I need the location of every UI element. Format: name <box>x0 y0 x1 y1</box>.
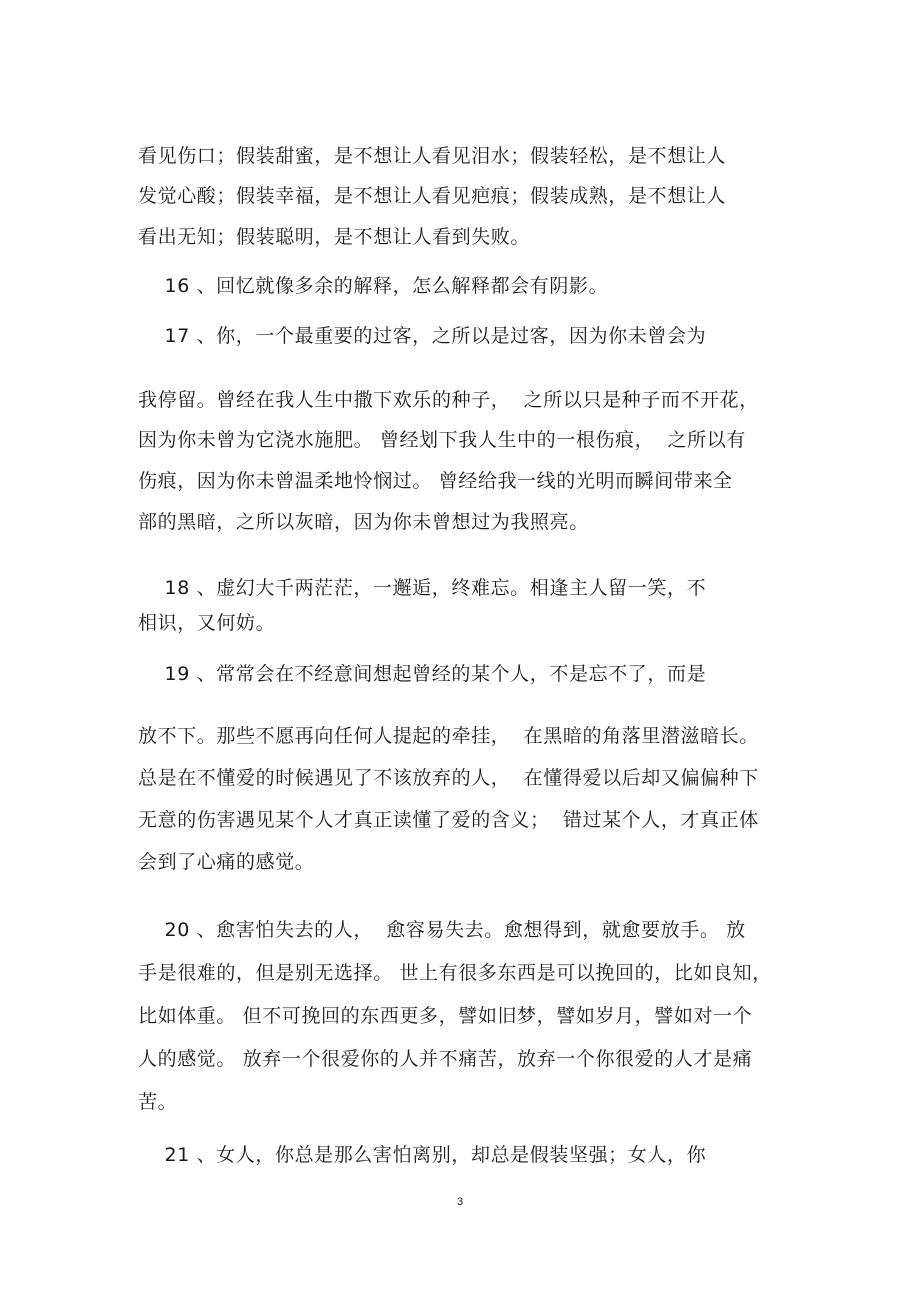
text-line: 手是很难的，但是别无选择。 世上有很多东西是可以挽回的，比如良知， <box>138 962 772 984</box>
text-line: 发觉心酸；假装幸福，是不想让人看见疤痕；假装成熟，是不想让人 <box>138 185 727 207</box>
text-line: 21 、女人，你总是那么害怕离别，却总是假装坚强；女人，你 <box>138 1144 707 1166</box>
text-line: 人的感觉。 放弃一个很爱你的人并不痛苦，放弃一个你很爱的人才是痛 <box>138 1048 753 1070</box>
text-line: 看出无知；假装聪明，是不想让人看到失败。 <box>138 226 531 248</box>
text-line: 伤痕，因为你未曾温柔地怜悯过。 曾经给我一线的光明而瞬间带来全 <box>138 470 733 492</box>
page-number: 3 <box>456 1196 464 1208</box>
text-line: 我停留。曾经在我人生中撒下欢乐的种子， 之所以只是种子而不开花， <box>138 389 759 411</box>
text-line: 放不下。那些不愿再向任何人提起的牵挂， 在黑暗的角落里潜滋暗长。 <box>138 725 759 747</box>
text-line: 相识，又何妨。 <box>138 612 276 634</box>
text-line: 无意的伤害遇见某个人才真正读懂了爱的含义； 错过某个人，才真正体 <box>138 809 759 831</box>
text-line: 苦。 <box>138 1091 178 1113</box>
text-line: 看见伤口；假装甜蜜，是不想让人看见泪水；假装轻松，是不想让人 <box>138 145 727 167</box>
text-line: 部的黑暗，之所以灰暗，因为你未曾想过为我照亮。 <box>138 511 589 533</box>
text-line: 17 、你，一个最重要的过客，之所以是过客，因为你未曾会为 <box>138 325 707 347</box>
text-line: 因为你未曾为它浇水施肥。 曾经划下我人生中的一根伤痕， 之所以有 <box>138 429 746 451</box>
text-line: 16 、回忆就像多余的解释，怎么解释都会有阴影。 <box>138 275 609 297</box>
text-line: 20 、愈害怕失去的人， 愈容易失去。愈想得到，就愈要放手。 放 <box>138 919 746 941</box>
text-line: 比如体重。 但不可挽回的东西更多，譬如旧梦，譬如岁月，譬如对一个 <box>138 1005 753 1027</box>
text-line: 19 、常常会在不经意间想起曾经的某个人，不是忘不了，而是 <box>138 663 707 685</box>
text-line: 总是在不懂爱的时候遇见了不该放弃的人， 在懂得爱以后却又偏偏种下 <box>138 767 759 789</box>
text-line: 会到了心痛的感觉。 <box>138 851 315 873</box>
text-line: 18 、虚幻大千两茫茫，一邂逅，终难忘。相逢主人留一笑，不 <box>138 577 707 599</box>
